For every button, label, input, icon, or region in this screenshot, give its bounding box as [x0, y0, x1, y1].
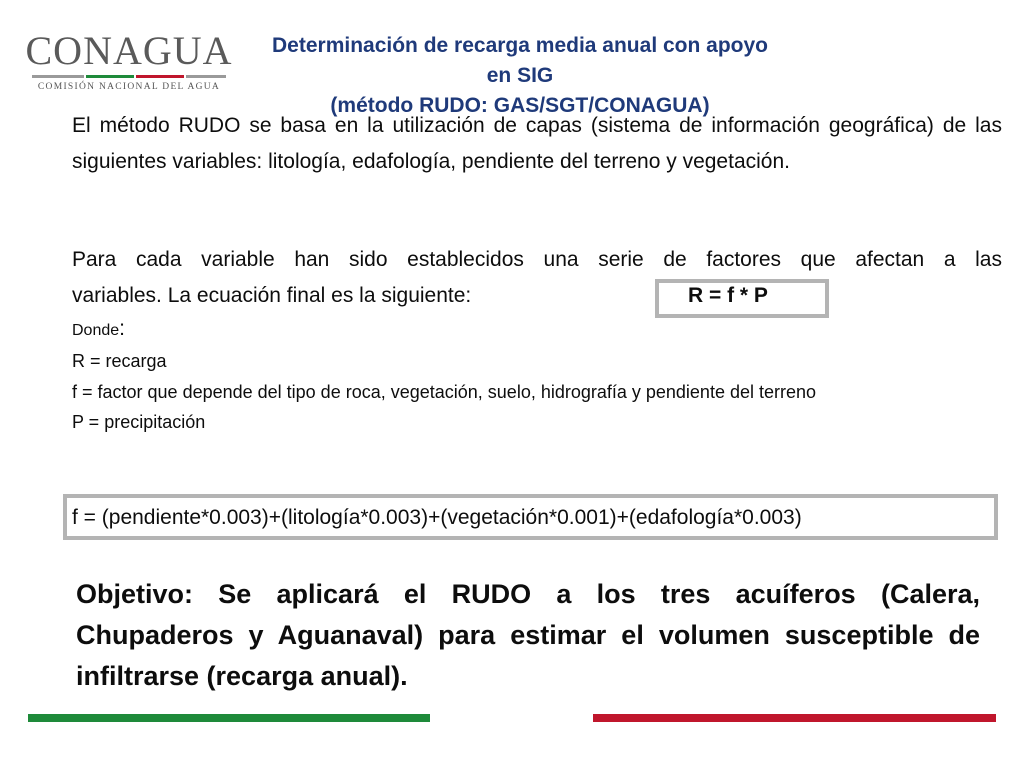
definition-recarga: R = recarga [72, 351, 167, 371]
footer-bar-green [28, 714, 430, 722]
objective-text: Objetivo: Se aplicará el RUDO a los tres acuíferos (Calera, Chupaderos y Aguanaval) para estimar el volumen susceptible de infiltrarse (recarga anual). [76, 579, 980, 691]
equation-paragraph-line-1: Para cada variable han sido establecidos una serie de factores que afectan a las [72, 248, 1002, 271]
intro-paragraph: El método RUDO se basa en la utilización de capas (sistema de información geográfica) de las siguientes variables: litología, edafología, pendiente del terreno y vegetación. [72, 114, 1002, 173]
formula-text: f = (pendiente*0.003)+(litología*0.003)+(vegetación*0.001)+(edafología*0.003) [72, 506, 802, 529]
conagua-logo [24, 30, 234, 95]
logo-wordmark: CONAGUA [25, 28, 233, 73]
logo-rule-green [86, 75, 134, 78]
equation-paragraph-line-2: variables. La ecuación final es la siguiente: [72, 284, 472, 307]
slide-title-line-1: Determinación de recarga media anual con apoyo en SIG [272, 34, 768, 87]
logo-rule-red [136, 75, 184, 78]
donde-colon: : [119, 317, 125, 340]
definition-precipitacion: P = precipitación [72, 412, 206, 432]
logo-subtitle: COMISIÓN NACIONAL DEL AGUA [37, 82, 221, 92]
footer-bar-red [593, 714, 996, 722]
logo-rule-gray-right [186, 75, 226, 78]
logo-rule-gray [32, 75, 84, 78]
definition-factor: f = factor que depende del tipo de roca, vegetación, suelo, hidrografía y pendiente del terreno [72, 381, 817, 402]
donde-word: Donde [72, 322, 120, 339]
equation-text: R = f * P [688, 284, 768, 307]
equation-paragraph [72, 242, 1002, 314]
variable-definitions [72, 346, 992, 438]
slide-title-line-2: (método RUDO: GAS/SGT/CONAGUA) [330, 94, 710, 117]
donde-label [72, 314, 125, 346]
